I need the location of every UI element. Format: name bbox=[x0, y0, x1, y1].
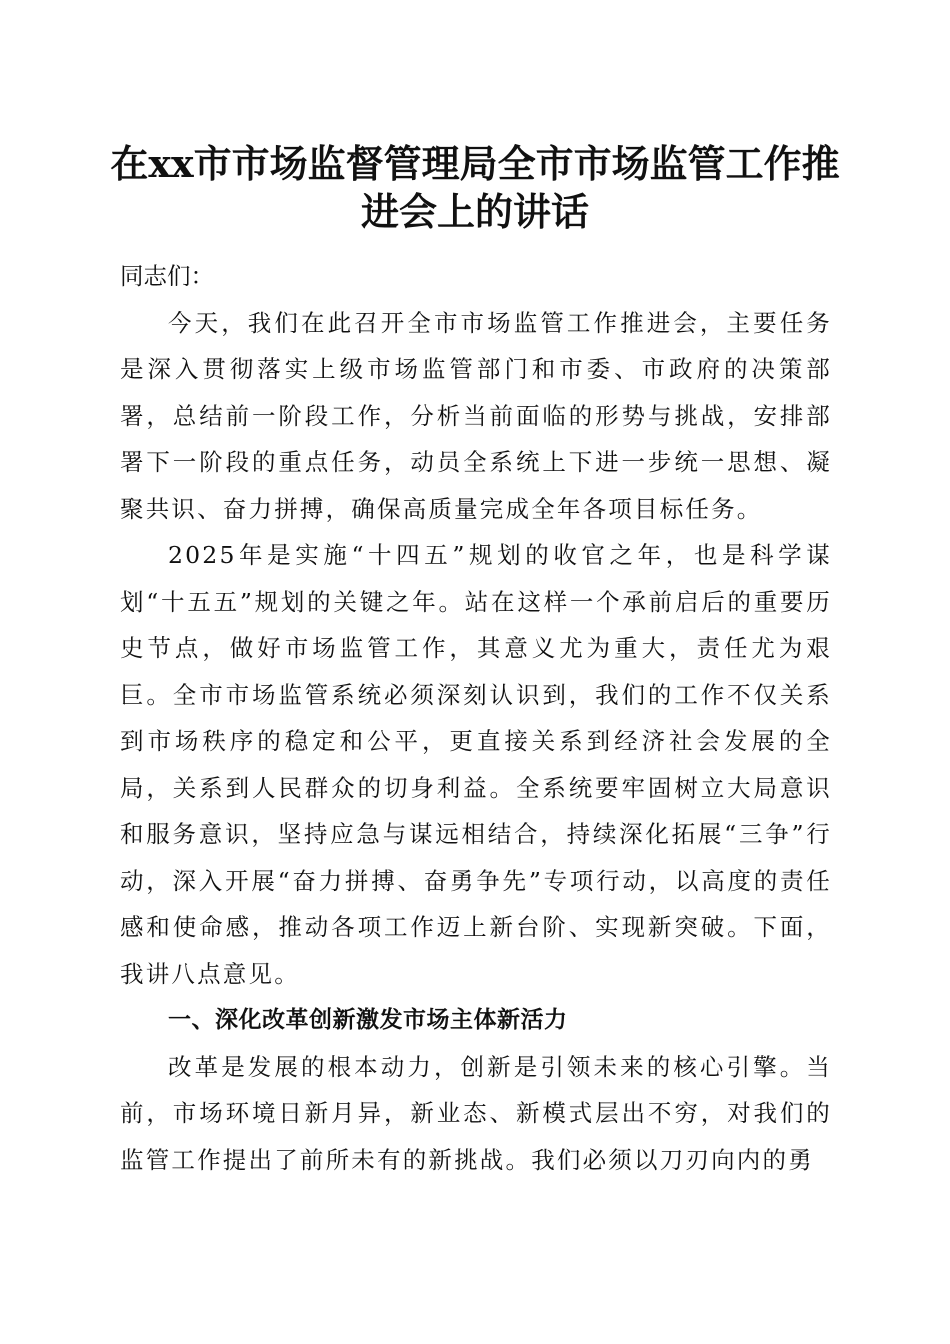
paragraph-intro: 今天，我们在此召开全市市场监管工作推进会，主要任务是深入贯彻落实上级市场监管部门和市委、市政府的决策部署，总结前一阶段工作，分析当前面临的形势与挑战，安排部署下一阶段的重点任务，动员全系统上下进一步统一思想、凝聚共识、奋力拼搏，确保高质量完成全年各项目标任务。 bbox=[120, 308, 832, 523]
paragraph-context: 2025年是实施“十四五”规划的收官之年，也是科学谋划“十五五”规划的关键之年。站在这样一个承前启后的重要历史节点，做好市场监管工作，其意义尤为重大，责任尤为艰巨。全市市场监管系统必须深刻认识到，我们的工作不仅关系到市场秩序的稳定和公平，更直接关系到经济社会发展的全局，关系到人民群众的切身利益。全系统要牢固树立大局意识和服务意识，坚持应急与谋远相结合，持续深化拓展“三争”行动，深入开展“奋力拼搏、奋勇争先”专项行动，以高度的责任感和使命感，推动各项工作迈上新台阶、实现新突破。下面，我讲八点意见。 bbox=[120, 541, 832, 988]
document-body bbox=[120, 253, 832, 1183]
title-line-1: 在xx市市场监督管理局全市市场监管工作推 bbox=[110, 141, 840, 186]
title-line-2: 进会上的讲话 bbox=[360, 189, 589, 234]
document-title bbox=[110, 140, 840, 236]
salutation: 同志们： bbox=[120, 262, 214, 290]
section-heading: 一、深化改革创新激发市场主体新活力 bbox=[168, 1007, 568, 1033]
section-paragraph: 改革是发展的根本动力，创新是引领未来的核心引擎。当前，市场环境日新月异，新业态、新模式层出不穷，对我们的监管工作提出了前所未有的新挑战。我们必须以刀刃向内的勇 bbox=[120, 1052, 832, 1174]
